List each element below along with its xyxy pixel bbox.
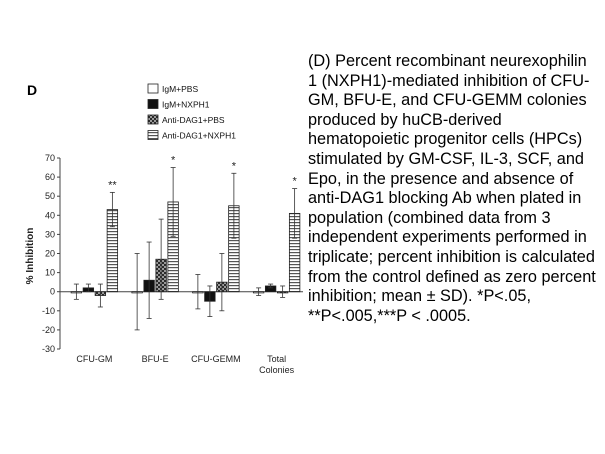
legend-label: IgM+NXPH1 — [162, 99, 210, 110]
y-tick-label: -10 — [41, 305, 55, 316]
y-tick-label: 0 — [49, 286, 55, 297]
figure-caption: (D) Percent recombinant neurexophilin 1 (NXPH1)-mediated inhibition of CFU-GM, BFU-E, and CFU-GEMM colonies produced by huCB-derived hematopoietic progenitor cells (HPCs) stimulated by GM-CSF, IL-3, SCF, and Epo, in the presence and absence of anti-DAG1 blocking Ab when plated in population (combined data from 3 independent experiments performed in triplicate; percent inhibition is calculated from the control defined as zero percent inhibition; mean ± SD). *P<.05, **P<.005,***P < .0005. — [308, 52, 596, 325]
significance-marker: * — [231, 160, 237, 173]
y-tick-label: 10 — [44, 267, 55, 278]
bars-layer — [71, 155, 300, 330]
y-axis-title: % Inhibition — [25, 227, 36, 285]
y-tick-label: -20 — [41, 324, 55, 335]
category-label: Total — [267, 354, 287, 364]
y-tick-label: -30 — [41, 344, 55, 354]
y-tick-label: 60 — [44, 172, 55, 183]
category-label: BFU-E — [141, 354, 169, 364]
significance-marker: ** — [108, 179, 117, 192]
legend-label: IgM+PBS — [162, 84, 199, 94]
legend-swatch — [148, 131, 158, 140]
significance-marker: * — [292, 175, 297, 188]
y-tick-label: 20 — [44, 248, 55, 259]
legend-swatch — [148, 84, 158, 93]
legend-label: Anti-DAG1+PBS — [162, 115, 225, 125]
y-tick-label: 70 — [44, 153, 55, 163]
legend-swatch — [148, 100, 158, 109]
legend-swatch — [148, 115, 158, 124]
y-tick-label: 40 — [44, 210, 55, 221]
category-label: CFU-GEMM — [191, 354, 241, 364]
significance-marker: * — [170, 154, 176, 167]
legend-label: Anti-DAG1+NXPH1 — [162, 130, 236, 141]
y-tick-label: 30 — [44, 229, 55, 240]
category-label: CFU-GM — [76, 354, 113, 364]
y-tick-label: 50 — [44, 191, 55, 202]
category-label: Colonies — [259, 365, 295, 375]
legend — [148, 84, 236, 141]
panel-letter: D — [27, 82, 38, 98]
